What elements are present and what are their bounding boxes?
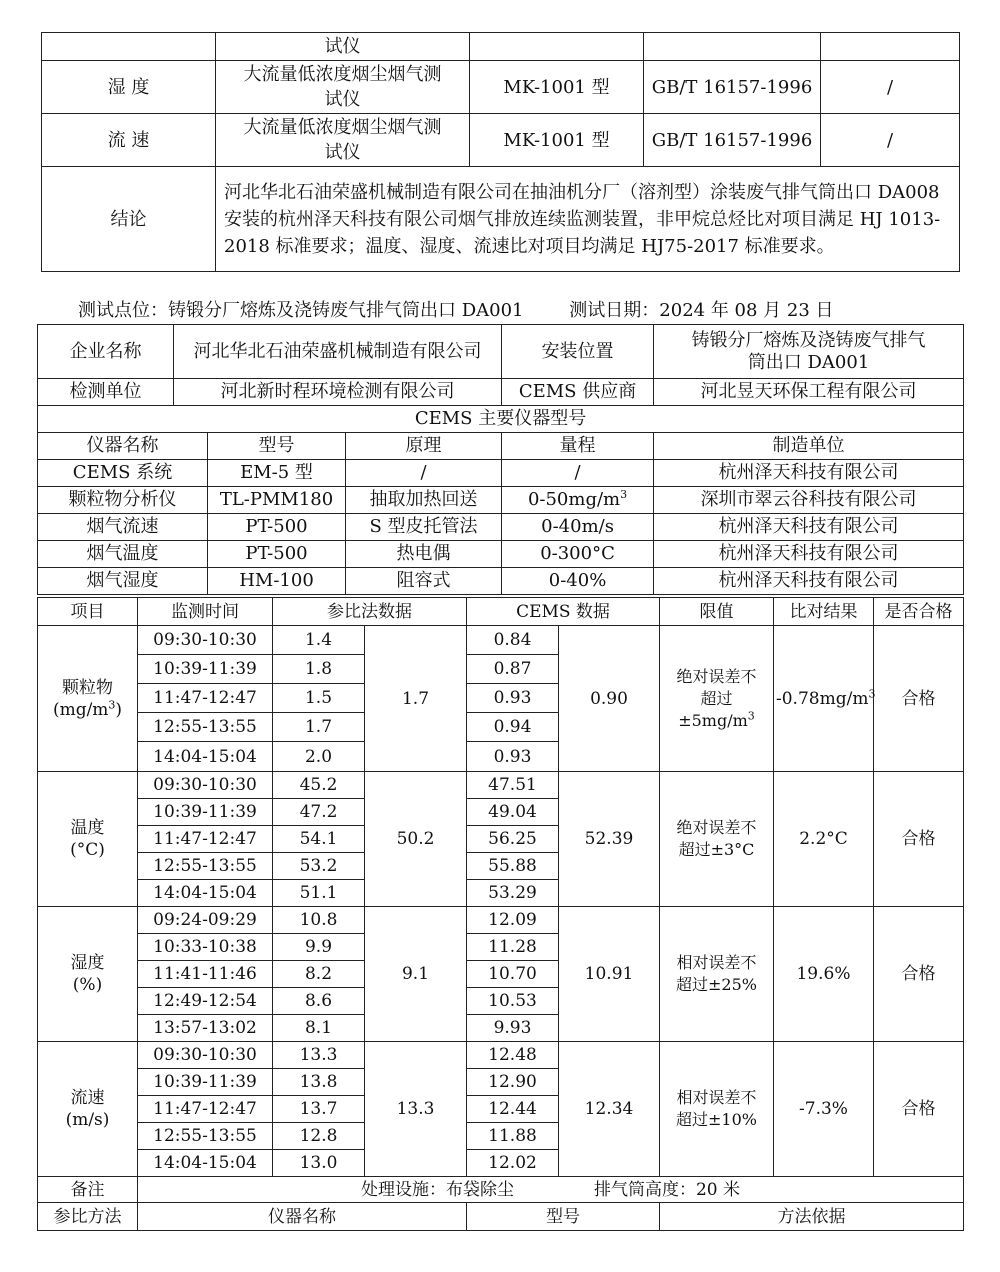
table-row: [38, 325, 964, 379]
ref-cell: 1.7: [273, 713, 365, 742]
header-pass: 是否合格: [874, 598, 964, 626]
standard-cell: GB/T 16157-1996: [644, 114, 821, 167]
cems-cell: 0.94: [467, 713, 559, 742]
table-row: [38, 379, 964, 406]
ref-avg: 50.2: [365, 772, 467, 907]
item-cell: 湿 度: [42, 61, 216, 114]
time-cell: 11:47-12:47: [138, 1096, 273, 1123]
item-cell: [42, 33, 216, 61]
instrument-range: [502, 487, 654, 514]
ref-cell: 51.1: [273, 880, 365, 907]
time-cell: 09:24-09:29: [138, 907, 273, 934]
instrument-line: 试仪: [324, 142, 361, 163]
ref-cell: 13.3: [273, 1042, 365, 1069]
item-label: 流速: [70, 1088, 105, 1108]
install-value: [654, 325, 964, 379]
ref-avg: 9.1: [365, 907, 467, 1042]
result-cell: -7.3%: [774, 1042, 874, 1177]
table-row: [38, 541, 964, 568]
cems-avg: 12.34: [559, 1042, 660, 1177]
instrument-name: 颗粒物分析仪: [38, 487, 208, 514]
table-row: [38, 460, 964, 487]
instrument-model: TL-PMM180: [208, 487, 346, 514]
instrument-range: /: [502, 460, 654, 487]
result-cell: 19.6%: [774, 907, 874, 1042]
table-row: [38, 626, 964, 655]
header-maker: 制造单位: [654, 433, 964, 460]
cems-avg: 52.39: [559, 772, 660, 907]
cems-cell: 0.93: [467, 684, 559, 713]
header-time: 监测时间: [138, 598, 273, 626]
pass-cell: 合格: [874, 626, 964, 772]
limit-line: ±5mg/m: [678, 710, 748, 730]
reference-method-table: [41, 32, 960, 272]
instrument-principle: 抽取加热回送: [346, 487, 502, 514]
conclusion-label: 结论: [42, 167, 216, 272]
company-value: 河北华北石油荣盛机械制造有限公司: [174, 325, 502, 379]
facility-value: 布袋除尘: [445, 1179, 514, 1200]
instrument-range: 0-40%: [502, 568, 654, 595]
cems-cell: 11.28: [467, 934, 559, 961]
pass-cell: 合格: [874, 772, 964, 907]
item-label: 湿度: [70, 953, 105, 973]
point-label: 测试点位：: [78, 300, 168, 321]
header-model: 型号: [208, 433, 346, 460]
limit-line: 超过±3°C: [678, 840, 755, 859]
item-particulate: [38, 626, 138, 772]
time-cell: 09:30-10:30: [138, 772, 273, 799]
item-temperature: [38, 772, 138, 907]
remark-row: [38, 1177, 964, 1203]
instrument-maker: 杭州泽天科技有限公司: [654, 514, 964, 541]
instrument-model: PT-500: [208, 514, 346, 541]
limit-line: 绝对误差不: [676, 818, 757, 837]
cems-cell: 47.51: [467, 772, 559, 799]
cems-cell: 12.44: [467, 1096, 559, 1123]
time-cell: 10:39-11:39: [138, 1069, 273, 1096]
table-row: [38, 487, 964, 514]
unit-text: (m/s): [65, 1110, 110, 1130]
instrument-maker: 杭州泽天科技有限公司: [654, 460, 964, 487]
company-label: 企业名称: [38, 325, 174, 379]
cems-cell: 12.48: [467, 1042, 559, 1069]
supplier-label: CEMS 供应商: [502, 379, 654, 406]
cems-cell: 12.90: [467, 1069, 559, 1096]
table-row: [42, 114, 960, 167]
instrument-line: 大流量低浓度烟尘烟气测: [243, 117, 442, 138]
time-cell: 12:55-13:55: [138, 713, 273, 742]
ref-cell: 2.0: [273, 742, 365, 772]
limit-line: 相对误差不: [676, 1088, 757, 1107]
instrument-maker: 杭州泽天科技有限公司: [654, 541, 964, 568]
limit-line: 相对误差不: [676, 953, 757, 972]
model-cell: [470, 33, 644, 61]
ref-cell: 53.2: [273, 853, 365, 880]
time-cell: 14:04-15:04: [138, 880, 273, 907]
instrument-range: 0-40m/s: [502, 514, 654, 541]
unit-text: (°C): [70, 840, 105, 860]
header-result: 比对结果: [774, 598, 874, 626]
remark-cell: /: [821, 61, 960, 114]
cems-cell: 12.02: [467, 1150, 559, 1177]
table-row: [38, 406, 964, 433]
instrument-line: 大流量低浓度烟尘烟气测: [243, 64, 442, 85]
superscript: 3: [747, 709, 755, 723]
install-label: 安装位置: [502, 325, 654, 379]
remark-content: [138, 1177, 964, 1203]
model-cell: MK-1001 型: [470, 114, 644, 167]
instrument-range: 0-300°C: [502, 541, 654, 568]
date-label: 测试日期：: [569, 300, 660, 321]
limit-line: 超过±25%: [676, 975, 757, 994]
stack-label: 排气筒高度：: [593, 1179, 696, 1200]
ref-cell: 47.2: [273, 799, 365, 826]
item-humidity: [38, 907, 138, 1042]
test-unit-value: 河北新时程环境检测有限公司: [174, 379, 502, 406]
table-row: [38, 1042, 964, 1069]
ref-cell: 8.1: [273, 1015, 365, 1042]
standard-cell: [644, 33, 821, 61]
ref-cell: 8.2: [273, 961, 365, 988]
limit-cell: [660, 626, 774, 772]
range-text: 0-50mg/m: [527, 489, 621, 510]
instrument-maker: 深圳市翠云谷科技有限公司: [654, 487, 964, 514]
cems-cell: 0.84: [467, 626, 559, 655]
cems-cell: 49.04: [467, 799, 559, 826]
ref-cell: 12.8: [273, 1123, 365, 1150]
table-row: [38, 907, 964, 934]
instrument-model: EM-5 型: [208, 460, 346, 487]
result-cell: 2.2°C: [774, 772, 874, 907]
limit-line: 绝对误差不: [676, 666, 757, 686]
test-unit-label: 检测单位: [38, 379, 174, 406]
ref-avg: 13.3: [365, 1042, 467, 1177]
instrument-model: PT-500: [208, 541, 346, 568]
time-cell: 14:04-15:04: [138, 742, 273, 772]
standard-cell: GB/T 16157-1996: [644, 61, 821, 114]
item-label: 颗粒物: [62, 677, 113, 698]
test-caption: [78, 300, 834, 322]
instrument-principle: S 型皮托管法: [346, 514, 502, 541]
time-cell: 13:57-13:02: [138, 1015, 273, 1042]
table-row: [38, 772, 964, 799]
header-name: 仪器名称: [38, 433, 208, 460]
unit-text: (%): [72, 975, 103, 995]
ref-cell: 9.9: [273, 934, 365, 961]
ref-cell: 45.2: [273, 772, 365, 799]
cems-cell: 0.93: [467, 742, 559, 772]
ref-cell: 54.1: [273, 826, 365, 853]
ref-avg: 1.7: [365, 626, 467, 772]
time-cell: 12:49-12:54: [138, 988, 273, 1015]
instrument-principle: /: [346, 460, 502, 487]
conclusion-text: 河北华北石油荣盛机械制造有限公司在抽油机分厂（溶剂型）涂装废气排气筒出口 DA008 安装的杭州泽天科技有限公司烟气排放连续监测装置，非甲烷总烃比对项目满足 HJ 1013-2018 标准要求；温度、湿度、流速比对项目均满足 HJ75-2017 标准要求。: [216, 167, 960, 272]
cems-cell: 11.88: [467, 1123, 559, 1150]
supplier-value: 河北昱天环保工程有限公司: [654, 379, 964, 406]
limit-cell: [660, 907, 774, 1042]
remark-cell: [821, 33, 960, 61]
ref-cell: 10.8: [273, 907, 365, 934]
item-label: 温度: [70, 818, 105, 838]
cems-cell: 10.70: [467, 961, 559, 988]
cems-cell: 56.25: [467, 826, 559, 853]
ref-cell: 8.6: [273, 988, 365, 1015]
ref-method-header-model: 型号: [467, 1203, 660, 1231]
time-cell: 09:30-10:30: [138, 626, 273, 655]
header-range: 量程: [502, 433, 654, 460]
cems-avg: 0.90: [559, 626, 660, 772]
cems-cell: 0.87: [467, 655, 559, 684]
instrument-cell: 试仪: [216, 33, 470, 61]
ref-cell: 13.0: [273, 1150, 365, 1177]
time-cell: 12:55-13:55: [138, 1123, 273, 1150]
table-row: [42, 61, 960, 114]
ref-cell: 13.8: [273, 1069, 365, 1096]
cems-cell: 55.88: [467, 853, 559, 880]
limit-cell: [660, 772, 774, 907]
instrument-name: 烟气湿度: [38, 568, 208, 595]
time-cell: 11:47-12:47: [138, 684, 273, 713]
table-row: [38, 514, 964, 541]
model-cell: MK-1001 型: [470, 61, 644, 114]
stack-value: 20 米: [695, 1179, 741, 1200]
result-cell: [774, 626, 874, 772]
header-ref: 参比法数据: [273, 598, 467, 626]
time-cell: 10:39-11:39: [138, 799, 273, 826]
header-cems: CEMS 数据: [467, 598, 660, 626]
unit-text: (mg/m: [52, 699, 109, 720]
time-cell: 10:39-11:39: [138, 655, 273, 684]
instrument-cell: [216, 61, 470, 114]
cems-cell: 12.09: [467, 907, 559, 934]
install-line: 铸锻分厂熔炼及浇铸废气排气: [691, 329, 926, 351]
ref-cell: 1.5: [273, 684, 365, 713]
instrument-maker: 杭州泽天科技有限公司: [654, 568, 964, 595]
time-cell: 10:33-10:38: [138, 934, 273, 961]
instrument-name: 烟气温度: [38, 541, 208, 568]
ref-method-header-name: 仪器名称: [138, 1203, 467, 1231]
time-cell: 11:41-11:46: [138, 961, 273, 988]
ref-cell: 1.8: [273, 655, 365, 684]
instrument-principle: 热电偶: [346, 541, 502, 568]
pass-cell: 合格: [874, 1042, 964, 1177]
instrument-line: 试仪: [324, 89, 361, 110]
ref-method-header-basis: 方法依据: [660, 1203, 964, 1231]
ref-cell: 13.7: [273, 1096, 365, 1123]
remark-label: 备注: [38, 1177, 138, 1203]
comparison-table: [37, 597, 964, 1231]
cems-info-table: [37, 324, 964, 595]
cems-cell: 53.29: [467, 880, 559, 907]
facility-label: 处理设施：: [360, 1179, 446, 1200]
ref-cell: 1.4: [273, 626, 365, 655]
time-cell: 11:47-12:47: [138, 826, 273, 853]
ref-method-label: 参比方法: [38, 1203, 138, 1231]
time-cell: 14:04-15:04: [138, 1150, 273, 1177]
item-cell: 流 速: [42, 114, 216, 167]
unit-text: ): [115, 699, 123, 720]
time-cell: 12:55-13:55: [138, 853, 273, 880]
point-value: 铸锻分厂熔炼及浇铸废气排气筒出口 DA001: [168, 300, 524, 321]
limit-cell: [660, 1042, 774, 1177]
install-line: 筒出口 DA001: [747, 351, 870, 373]
limit-line: 超过: [700, 688, 733, 708]
superscript: 3: [620, 488, 628, 501]
cems-avg: 10.91: [559, 907, 660, 1042]
date-value: 2024 年 08 月 23 日: [659, 300, 834, 321]
instrument-name: 烟气流速: [38, 514, 208, 541]
header-limit: 限值: [660, 598, 774, 626]
ref-method-row: [38, 1203, 964, 1231]
conclusion-row: [42, 167, 960, 272]
header-item: 项目: [38, 598, 138, 626]
instrument-name: CEMS 系统: [38, 460, 208, 487]
table-header-row: [38, 433, 964, 460]
instrument-model: HM-100: [208, 568, 346, 595]
instrument-cell: [216, 114, 470, 167]
time-cell: 09:30-10:30: [138, 1042, 273, 1069]
pass-cell: 合格: [874, 907, 964, 1042]
superscript: 3: [868, 686, 876, 700]
result-text: -0.78mg/m: [776, 688, 869, 709]
header-principle: 原理: [346, 433, 502, 460]
limit-line: 超过±10%: [676, 1110, 757, 1129]
item-velocity: [38, 1042, 138, 1177]
table-header-row: [38, 598, 964, 626]
section-title: CEMS 主要仪器型号: [38, 406, 964, 433]
instrument-principle: 阻容式: [346, 568, 502, 595]
cems-cell: 10.53: [467, 988, 559, 1015]
cems-cell: 9.93: [467, 1015, 559, 1042]
table-row: [38, 568, 964, 595]
superscript: 3: [108, 697, 116, 711]
table-row: [42, 33, 960, 61]
remark-cell: /: [821, 114, 960, 167]
